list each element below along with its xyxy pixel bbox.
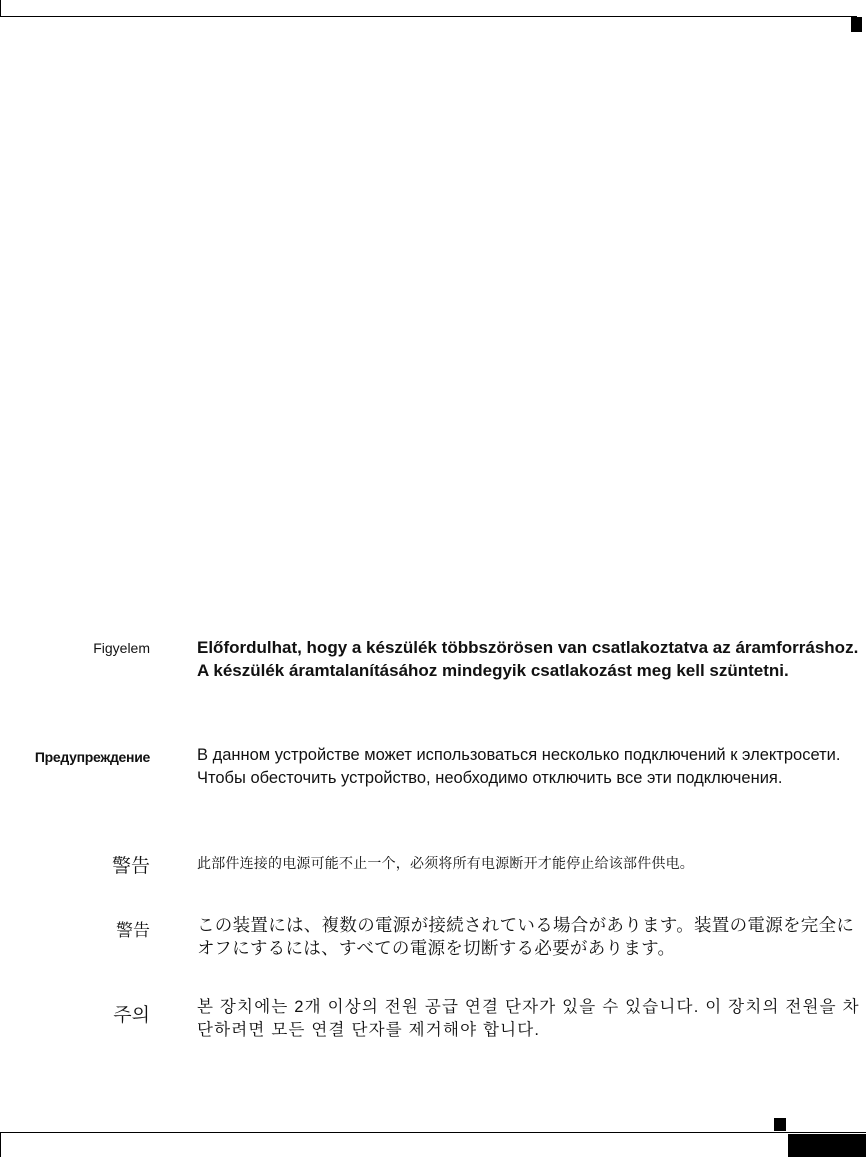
- warning-label: Figyelem: [93, 640, 150, 656]
- bottom-margin-tick: [0, 1132, 1, 1157]
- warning-label: Предупреждение: [34, 749, 150, 765]
- warning-text: 본 장치에는 2개 이상의 전원 공급 연결 단자가 있을 수 있습니다. 이 장치의 전원을 차단하려면 모든 연결 단자를 제거해야 합니다.: [197, 998, 860, 1039]
- warning-text: В данном устройстве может использоваться несколько подключений к электросети. Чтобы обесточить устройство, необходимо отключить все эти подключения.: [197, 746, 841, 787]
- bottom-footer-rule: [0, 1132, 866, 1133]
- warning-label: 警告: [116, 921, 150, 940]
- warning-text: Előfordulhat, hogy a készülék többszörösen van csatlakoztatva az áramforráshoz. A készülék áramtalanításához mindegyik csatlakozást meg kell szüntetni.: [197, 638, 859, 680]
- top-header-rule: [0, 16, 857, 17]
- bottom-marker: [774, 1118, 786, 1131]
- warning-text: この装置には、複数の電源が接続されている場合があります。装置の電源を完全にオフにするには、すべての電源を切断する必要があります。: [197, 915, 855, 958]
- footer-page-tab: [788, 1134, 866, 1157]
- warning-label: 警告: [111, 856, 150, 877]
- warning-label: 주의: [113, 1005, 150, 1026]
- top-corner-marker: [851, 17, 862, 32]
- warning-text: 此部件连接的电源可能不止一个，必须将所有电源断开才能停止给该部件供电。: [197, 855, 694, 871]
- top-margin-tick: [0, 0, 1, 17]
